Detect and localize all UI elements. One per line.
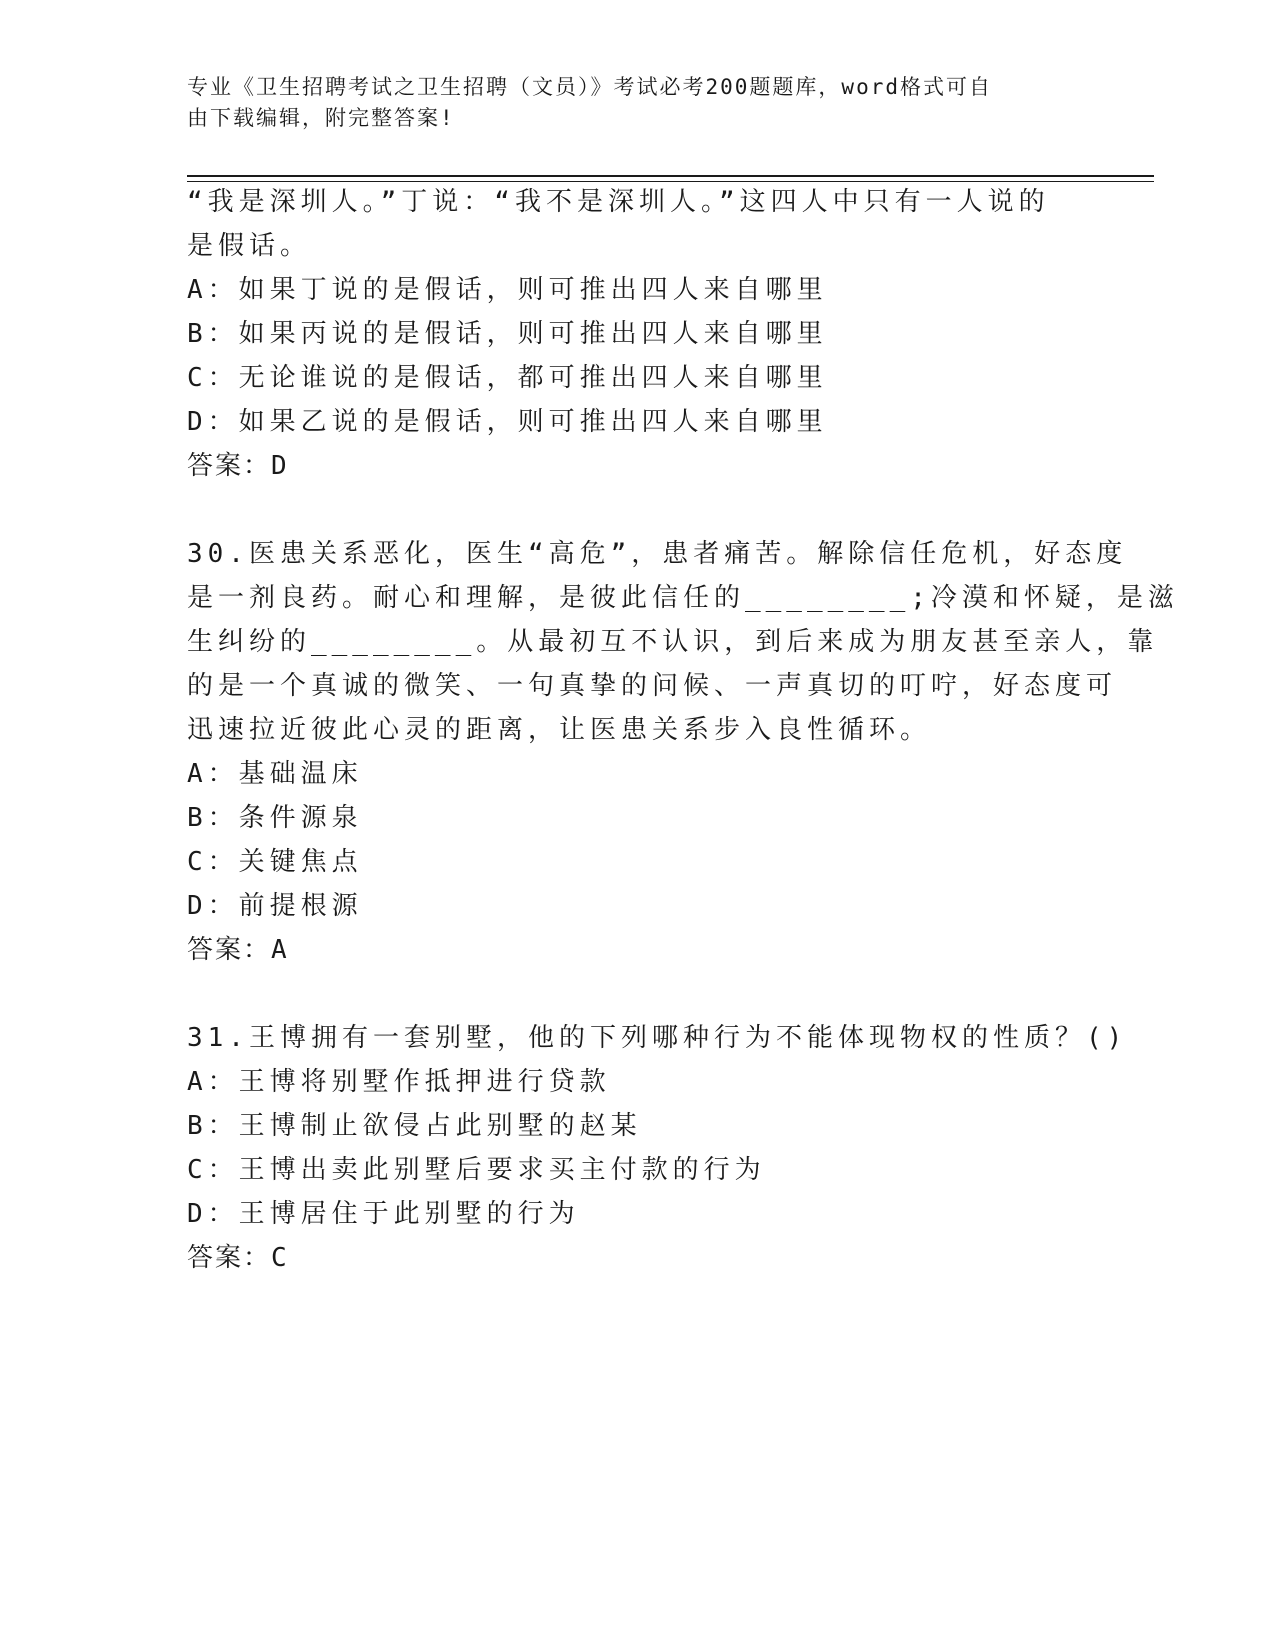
- q30-stem-line-4: 的是一个真诚的微笑、一句真挚的问候、一声真切的叮咛，好态度可: [187, 671, 1118, 701]
- q29-answer-value: D: [271, 451, 289, 481]
- q31-option-b: B：王博制止欲侵占此别墅的赵某: [187, 1111, 642, 1141]
- q30-answer-label: 答案：: [187, 935, 272, 965]
- q30-stem-line-5: 迅速拉近彼此心灵的距离，让医患关系步入良性循环。: [187, 715, 932, 745]
- q30-option-b: B：条件源泉: [187, 803, 363, 833]
- q31-option-a: A：王博将别墅作抵押进行贷款: [187, 1067, 611, 1097]
- q30-answer: [187, 932, 289, 968]
- q29-option-a: A：如果丁说的是假话，则可推出四人来自哪里: [187, 275, 828, 305]
- q30-stem-line-3: 生纠纷的________。从最初互不认识，到后来成为朋友甚至亲人，靠: [187, 627, 1159, 657]
- q30-answer-value: A: [271, 935, 289, 965]
- q31-option-c: C：王博出卖此别墅后要求买主付款的行为: [187, 1155, 766, 1185]
- q30-option-a: A：基础温床: [187, 759, 363, 789]
- q29-option-b: B：如果丙说的是假话，则可推出四人来自哪里: [187, 319, 828, 349]
- q31-option-d: D：王博居住于此别墅的行为: [187, 1199, 580, 1229]
- q31-answer-label: 答案：: [187, 1243, 272, 1273]
- q31-answer-value: C: [271, 1243, 289, 1273]
- q29-option-c: C：无论谁说的是假话，都可推出四人来自哪里: [187, 363, 828, 393]
- q29-answer-label: 答案：: [187, 451, 272, 481]
- q30-stem-line-2: 是一剂良药。耐心和理解，是彼此信任的________;冷漠和怀疑，是滋: [187, 583, 1179, 613]
- q29-stem-line-1: “我是深圳人。”丁说：“我不是深圳人。”这四人中只有一人说的: [187, 187, 1050, 217]
- q30-option-c: C：关键焦点: [187, 847, 363, 877]
- document-header: [187, 72, 1067, 134]
- q30-stem-line-1: 30.医患关系恶化，医生“高危”，患者痛苦。解除信任危机，好态度: [187, 539, 1128, 569]
- header-line-1: 专业《卫生招聘考试之卫生招聘（文员）》考试必考200题题库，word格式可自: [187, 75, 992, 99]
- q29-stem-line-2: 是假话。: [187, 231, 312, 261]
- q31-answer: [187, 1240, 289, 1276]
- header-divider-thick: [187, 175, 1154, 177]
- header-divider-thin: [187, 181, 1154, 182]
- header-line-2: 由下载编辑，附完整答案!: [187, 106, 455, 130]
- q30-option-d: D：前提根源: [187, 891, 363, 921]
- q29-answer: [187, 448, 289, 484]
- q29-option-d: D：如果乙说的是假话，则可推出四人来自哪里: [187, 407, 828, 437]
- q31-stem: 31.王博拥有一套别墅，他的下列哪种行为不能体现物权的性质？(): [187, 1023, 1128, 1053]
